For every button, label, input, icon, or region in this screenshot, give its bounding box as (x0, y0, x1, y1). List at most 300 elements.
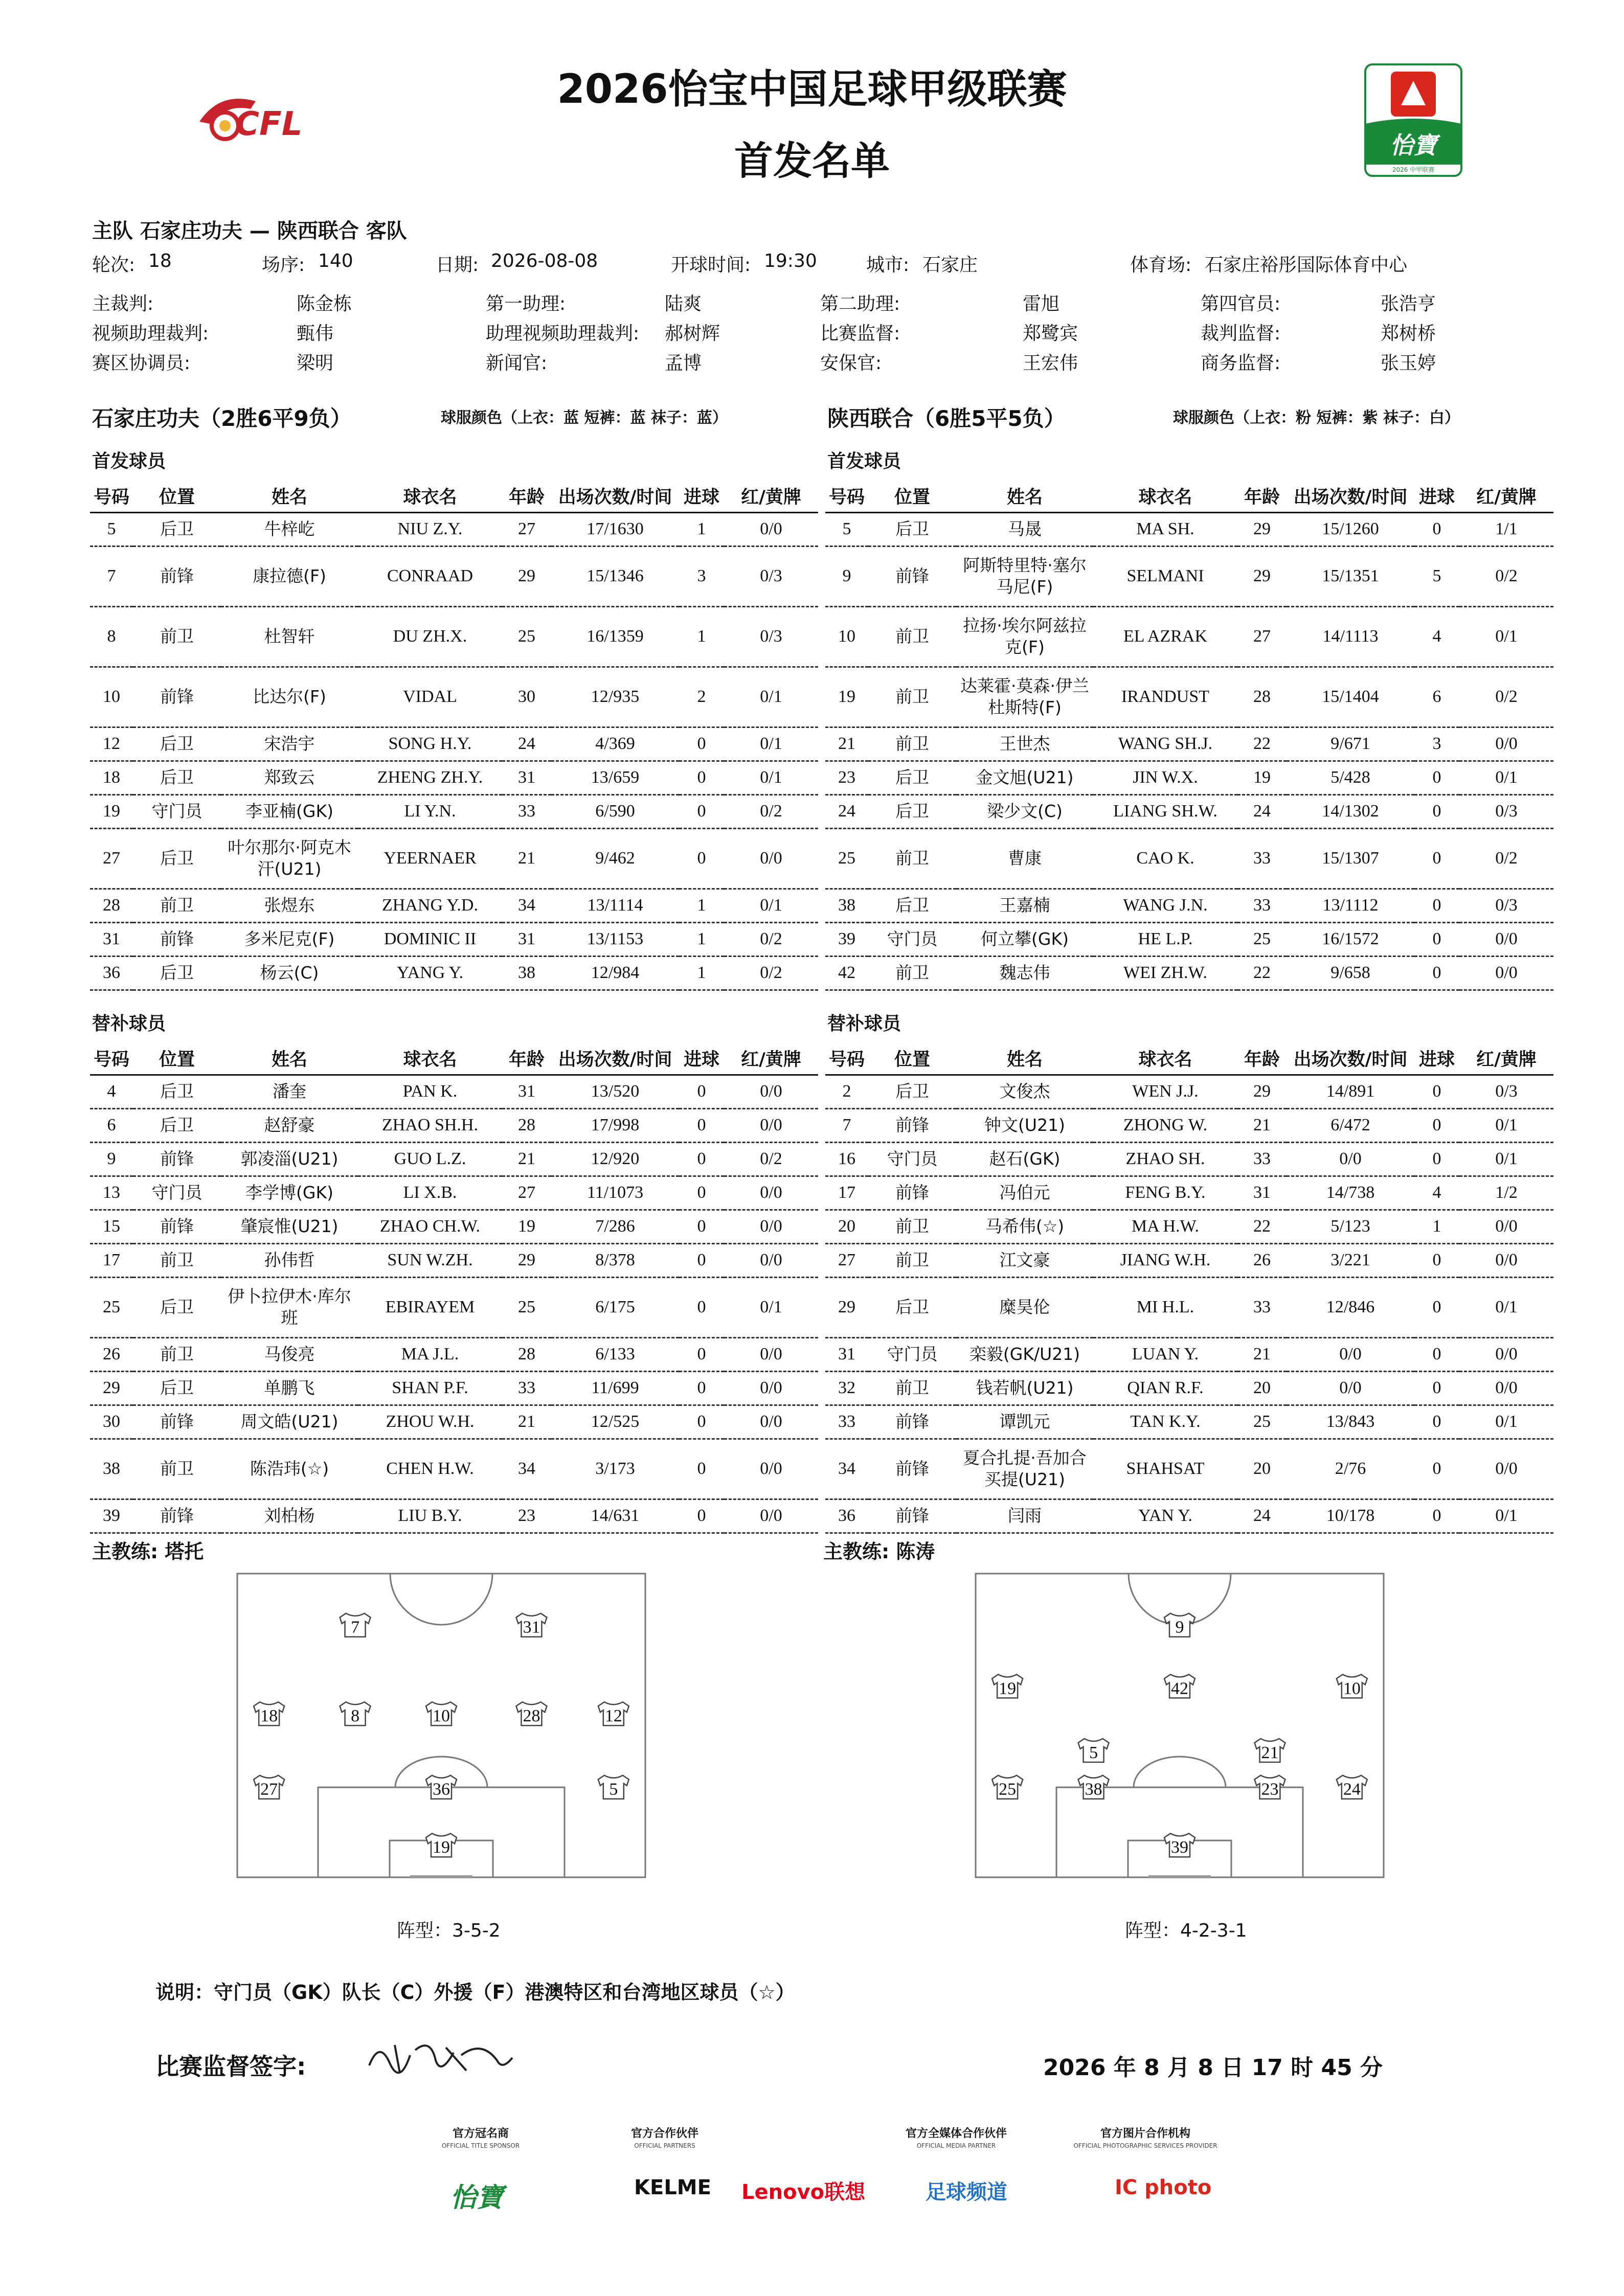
player-row (90, 1210, 818, 1243)
cell-name: 杨云(C) (221, 956, 358, 990)
away-team-title: 陕西联合（6胜5平5负） (827, 406, 1066, 431)
sponsor-category-sub: OFFICIAL MEDIA PARTNER (916, 2142, 996, 2149)
cell-shirt-name: WEI ZH.W. (1093, 956, 1237, 990)
cell-shirt-name: YEERNAER (358, 828, 502, 889)
cell-number: 7 (825, 1108, 868, 1142)
player-row (90, 727, 818, 761)
official-name: 郑树桥 (1381, 323, 1436, 344)
cell-cards: 0/0 (724, 1499, 818, 1533)
cell-shirt-name: ZHONG W. (1093, 1108, 1237, 1142)
cell-cards: 0/1 (724, 761, 818, 794)
player-number: 31 (523, 1618, 540, 1637)
cell-name: 何立攀(GK) (956, 922, 1093, 956)
cell-cards: 0/0 (724, 512, 818, 546)
city-value: 石家庄 (922, 255, 978, 276)
cell-name: 赵石(GK) (956, 1142, 1093, 1176)
cell-goals: 3 (679, 546, 724, 606)
cell-position: 后卫 (133, 1108, 221, 1142)
cell-cards: 0/2 (724, 794, 818, 828)
cell-goals: 0 (1414, 828, 1459, 889)
cell-shirt-name: NIU Z.Y. (358, 512, 502, 546)
column-header: 姓名 (221, 1043, 358, 1075)
cell-goals: 0 (1414, 1439, 1459, 1499)
cell-name: 杜智轩 (221, 606, 358, 667)
cell-apps: 14/631 (551, 1499, 679, 1533)
player-row (90, 546, 818, 606)
player-shirt-icon (426, 1776, 457, 1799)
cell-name: 比达尔(F) (221, 667, 358, 727)
cell-position: 后卫 (133, 727, 221, 761)
official-name: 郝树辉 (665, 323, 720, 344)
cell-apps: 4/369 (551, 727, 679, 761)
cell-number: 16 (825, 1142, 868, 1176)
player-shirt-icon (1337, 1776, 1367, 1799)
cell-goals: 0 (1414, 889, 1459, 922)
cell-number: 9 (90, 1142, 133, 1176)
cell-number: 28 (90, 889, 133, 922)
cell-position: 前卫 (868, 606, 956, 667)
player-row (825, 1142, 1553, 1176)
column-header: 年龄 (1237, 481, 1287, 512)
cell-name: 马晟 (956, 512, 1093, 546)
cell-shirt-name: LIANG SH.W. (1093, 794, 1237, 828)
cell-age: 20 (1237, 1371, 1287, 1405)
cell-age: 38 (502, 956, 551, 990)
cell-cards: 0/3 (724, 546, 818, 606)
column-header: 姓名 (956, 481, 1093, 512)
cell-age: 33 (1237, 889, 1287, 922)
cell-name: 张煜东 (221, 889, 358, 922)
cell-goals: 1 (679, 889, 724, 922)
cell-cards: 0/0 (724, 1405, 818, 1439)
cell-age: 24 (1237, 1499, 1287, 1533)
column-header: 位置 (133, 481, 221, 512)
cell-apps: 6/175 (551, 1277, 679, 1337)
cell-cards: 0/0 (724, 1210, 818, 1243)
player-row (90, 1499, 818, 1533)
official-role-label: 第一助理: (486, 293, 566, 314)
cell-apps: 15/1346 (551, 546, 679, 606)
cell-age: 22 (1237, 727, 1287, 761)
cell-goals: 3 (1414, 727, 1459, 761)
away-subs-label: 替补球员 (827, 1013, 901, 1034)
cell-apps: 14/738 (1287, 1176, 1414, 1210)
cell-number: 32 (825, 1371, 868, 1405)
cell-shirt-name: ZHENG ZH.Y. (358, 761, 502, 794)
column-header: 红/黄牌 (724, 481, 818, 512)
column-header: 位置 (868, 1043, 956, 1075)
cell-shirt-name: SONG H.Y. (358, 727, 502, 761)
player-shirt-icon (1078, 1776, 1109, 1799)
column-header: 位置 (133, 1043, 221, 1075)
player-number: 27 (260, 1780, 278, 1799)
player-row (825, 667, 1553, 727)
player-number: 10 (1343, 1679, 1361, 1698)
cell-cards: 0/0 (1459, 956, 1553, 990)
cell-age: 29 (1237, 1075, 1287, 1108)
cell-apps: 14/891 (1287, 1075, 1414, 1108)
cell-number: 27 (90, 828, 133, 889)
cell-name: 钟文(U21) (956, 1108, 1093, 1142)
cell-goals: 1 (679, 922, 724, 956)
player-row (90, 1439, 818, 1499)
cell-goals: 0 (679, 1075, 724, 1108)
sponsor-category-label: 官方图片合作机构 (1100, 2127, 1190, 2140)
cell-cards: 0/0 (1459, 1439, 1553, 1499)
cell-position: 前卫 (133, 1337, 221, 1371)
cell-number: 29 (90, 1371, 133, 1405)
player-row (90, 1337, 818, 1371)
cell-name: 刘柏杨 (221, 1499, 358, 1533)
cell-age: 31 (1237, 1176, 1287, 1210)
cell-name: 宋浩宇 (221, 727, 358, 761)
cell-goals: 5 (1414, 546, 1459, 606)
legend-note: 说明：守门员（GK）队长（C）外援（F）港澳特区和台湾地区球员（☆） (155, 1981, 795, 2004)
cell-age: 33 (502, 794, 551, 828)
cell-name: 李亚楠(GK) (221, 794, 358, 828)
cell-position: 前锋 (133, 922, 221, 956)
official-name: 陆爽 (665, 293, 702, 314)
player-row (90, 1075, 818, 1108)
home-formation-pitch (236, 1573, 646, 1878)
cell-apps: 9/462 (551, 828, 679, 889)
player-row (90, 1405, 818, 1439)
cell-cards: 0/0 (724, 1075, 818, 1108)
cell-position: 后卫 (868, 512, 956, 546)
cell-position: 守门员 (133, 794, 221, 828)
player-row (825, 512, 1553, 546)
cell-apps: 2/76 (1287, 1439, 1414, 1499)
player-row (825, 956, 1553, 990)
cell-name: 魏志伟 (956, 956, 1093, 990)
cell-cards: 0/3 (1459, 794, 1553, 828)
cell-position: 前锋 (868, 1176, 956, 1210)
player-number: 9 (1175, 1618, 1184, 1637)
cell-apps: 17/998 (551, 1108, 679, 1142)
player-row (90, 922, 818, 956)
cell-goals: 0 (679, 1108, 724, 1142)
cell-number: 23 (825, 761, 868, 794)
cell-goals: 4 (1414, 606, 1459, 667)
cell-apps: 15/1307 (1287, 828, 1414, 889)
cell-cards: 0/2 (1459, 828, 1553, 889)
round-label: 轮次: (92, 255, 136, 276)
cell-age: 31 (502, 1075, 551, 1108)
cell-goals: 0 (679, 1142, 724, 1176)
cell-name: 马希伟(☆) (956, 1210, 1093, 1243)
cell-name: 曹康 (956, 828, 1093, 889)
cell-position: 后卫 (868, 1277, 956, 1337)
player-row (825, 1499, 1553, 1533)
column-header: 号码 (825, 481, 868, 512)
cell-goals: 0 (1414, 1337, 1459, 1371)
player-row (90, 512, 818, 546)
cfl-logo-text: CFL (235, 105, 303, 143)
cell-age: 21 (502, 1405, 551, 1439)
cell-number: 5 (90, 512, 133, 546)
cell-position: 前锋 (133, 667, 221, 727)
cell-goals: 6 (1414, 667, 1459, 727)
signature-label: 比赛监督签字: (155, 2053, 306, 2080)
cell-cards: 0/0 (1459, 1371, 1553, 1405)
cell-shirt-name: HE L.P. (1093, 922, 1237, 956)
cell-shirt-name: LI Y.N. (358, 794, 502, 828)
cell-number: 31 (825, 1337, 868, 1371)
cell-cards: 0/0 (724, 1176, 818, 1210)
player-shirt-icon (516, 1613, 547, 1637)
cell-shirt-name: YANG Y. (358, 956, 502, 990)
supervisor-signature (364, 2035, 517, 2081)
player-shirt-icon (1254, 1776, 1285, 1799)
cell-name: 栾毅(GK/U21) (956, 1337, 1093, 1371)
cell-age: 19 (1237, 761, 1287, 794)
cell-goals: 0 (1414, 1499, 1459, 1533)
official-name: 雷旭 (1023, 293, 1060, 314)
cell-cards: 0/1 (1459, 1405, 1553, 1439)
cell-apps: 9/671 (1287, 727, 1414, 761)
player-shirt-icon (426, 1702, 457, 1725)
player-number: 42 (1171, 1679, 1188, 1698)
away-kit-colors: 球服颜色（上衣：粉 短裤：紫 袜子：白） (1173, 409, 1460, 427)
player-row (825, 761, 1553, 794)
cell-goals: 0 (1414, 1142, 1459, 1176)
home-subs-label: 替补球员 (92, 1013, 166, 1034)
column-header: 球衣名 (1093, 481, 1237, 512)
cell-age: 21 (1237, 1337, 1287, 1371)
cell-shirt-name: ZHAO SH.H. (358, 1108, 502, 1142)
cell-name: 梁少文(C) (956, 794, 1093, 828)
home-coach: 主教练: 塔托 (92, 1540, 204, 1563)
cell-name: 单鹏飞 (221, 1371, 358, 1405)
official-name: 郑鹭宾 (1023, 323, 1078, 344)
cell-shirt-name: WANG SH.J. (1093, 727, 1237, 761)
penalty-box (318, 1787, 565, 1877)
cell-shirt-name: ZHOU W.H. (358, 1405, 502, 1439)
cell-number: 10 (90, 667, 133, 727)
cell-position: 前卫 (133, 1439, 221, 1499)
signature-time: 2026 年 8 月 8 日 17 时 45 分 (1043, 2055, 1383, 2081)
cell-age: 28 (502, 1108, 551, 1142)
cell-shirt-name: SHAHSAT (1093, 1439, 1237, 1499)
cell-goals: 0 (1414, 1243, 1459, 1277)
official-role-label: 裁判监督: (1201, 323, 1281, 344)
cell-number: 6 (90, 1108, 133, 1142)
cell-name: 郭凌淄(U21) (221, 1142, 358, 1176)
cell-shirt-name: PAN K. (358, 1075, 502, 1108)
official-role-label: 安保官: (820, 353, 882, 374)
cell-number: 27 (825, 1243, 868, 1277)
cell-goals: 0 (1414, 922, 1459, 956)
player-row (90, 794, 818, 828)
cell-number: 15 (90, 1210, 133, 1243)
cell-position: 前锋 (868, 1405, 956, 1439)
cell-position: 前卫 (868, 667, 956, 727)
cell-goals: 2 (679, 667, 724, 727)
cell-apps: 13/843 (1287, 1405, 1414, 1439)
cell-shirt-name: ZHAO SH. (1093, 1142, 1237, 1176)
cell-apps: 3/173 (551, 1439, 679, 1499)
cell-age: 33 (1237, 1142, 1287, 1176)
cell-number: 13 (90, 1176, 133, 1210)
cell-apps: 10/178 (1287, 1499, 1414, 1533)
cell-name: 谭凯元 (956, 1405, 1093, 1439)
player-row (825, 794, 1553, 828)
round-value: 18 (148, 251, 172, 271)
cell-apps: 6/133 (551, 1337, 679, 1371)
cell-number: 10 (825, 606, 868, 667)
player-row (825, 1439, 1553, 1499)
cell-position: 后卫 (133, 956, 221, 990)
cell-shirt-name: LI X.B. (358, 1176, 502, 1210)
player-number: 39 (1171, 1838, 1188, 1857)
cell-goals: 0 (1414, 1405, 1459, 1439)
cell-number: 17 (90, 1243, 133, 1277)
cell-age: 23 (502, 1499, 551, 1533)
cell-age: 29 (502, 546, 551, 606)
cell-position: 后卫 (868, 1075, 956, 1108)
official-name: 陈金栋 (297, 293, 352, 314)
cell-shirt-name: MA J.L. (358, 1337, 502, 1371)
cell-apps: 12/984 (551, 956, 679, 990)
player-row (825, 1277, 1553, 1337)
player-number: 21 (1261, 1743, 1279, 1762)
cell-name: 牛梓屹 (221, 512, 358, 546)
cell-shirt-name: JIANG W.H. (1093, 1243, 1237, 1277)
cell-number: 20 (825, 1210, 868, 1243)
home-team-title: 石家庄功夫（2胜6平9负） (92, 406, 352, 431)
player-row (825, 546, 1553, 606)
cell-goals: 0 (679, 1277, 724, 1337)
cell-number: 38 (90, 1439, 133, 1499)
cell-name: 达莱霍·莫森·伊兰杜斯特(F) (956, 667, 1093, 727)
city-label: 城市: (866, 255, 910, 276)
cell-age: 33 (1237, 1277, 1287, 1337)
player-shirt-icon (1164, 1613, 1195, 1637)
cell-position: 后卫 (133, 1277, 221, 1337)
cell-name: 阿斯特里特·塞尔马尼(F) (956, 546, 1093, 606)
cell-number: 36 (90, 956, 133, 990)
player-row (825, 606, 1553, 667)
player-row (90, 1176, 818, 1210)
official-name: 张浩亨 (1381, 293, 1436, 314)
page-subtitle: 首发名单 (734, 138, 890, 184)
cell-number: 38 (825, 889, 868, 922)
cell-apps: 11/1073 (551, 1176, 679, 1210)
column-header: 红/黄牌 (1459, 1043, 1553, 1075)
cell-goals: 0 (679, 1499, 724, 1533)
cell-cards: 0/2 (724, 956, 818, 990)
column-header: 出场次数/时间 (551, 481, 679, 512)
cell-age: 31 (502, 922, 551, 956)
cell-shirt-name: MA H.W. (1093, 1210, 1237, 1243)
cell-shirt-name: MA SH. (1093, 512, 1237, 546)
cell-name: 金文旭(U21) (956, 761, 1093, 794)
cell-shirt-name: MI H.L. (1093, 1277, 1237, 1337)
cell-number: 30 (90, 1405, 133, 1439)
cell-number: 36 (825, 1499, 868, 1533)
cell-name: 夏合扎提·吾加合买提(U21) (956, 1439, 1093, 1499)
cell-goals: 0 (679, 1243, 724, 1277)
cell-age: 22 (1237, 956, 1287, 990)
cell-shirt-name: EL AZRAK (1093, 606, 1237, 667)
column-header: 红/黄牌 (1459, 481, 1553, 512)
official-role-label: 第四官员: (1201, 293, 1281, 314)
cell-cards: 0/0 (1459, 1243, 1553, 1277)
cell-position: 前锋 (133, 1499, 221, 1533)
cell-apps: 12/525 (551, 1405, 679, 1439)
cell-name: 冯伯元 (956, 1176, 1093, 1210)
cell-name: 文俊杰 (956, 1075, 1093, 1108)
sponsor-logo: IC photo (1115, 2176, 1212, 2199)
cell-cards: 0/0 (724, 1108, 818, 1142)
player-shirt-icon (992, 1674, 1023, 1698)
cell-number: 18 (90, 761, 133, 794)
cell-age: 33 (1237, 828, 1287, 889)
player-shirt-icon (254, 1702, 284, 1725)
cell-goals: 0 (1414, 1075, 1459, 1108)
penalty-box (1056, 1787, 1303, 1877)
cell-goals: 1 (1414, 1210, 1459, 1243)
cell-shirt-name: LIU B.Y. (358, 1499, 502, 1533)
cell-name: 郑致云 (221, 761, 358, 794)
cell-number: 34 (825, 1439, 868, 1499)
cell-cards: 0/3 (1459, 889, 1553, 922)
cell-number: 24 (825, 794, 868, 828)
official-name: 梁明 (297, 353, 334, 374)
cell-number: 8 (90, 606, 133, 667)
sponsor-logo: 足球频道 (926, 2180, 1007, 2204)
official-name: 王宏伟 (1023, 353, 1078, 374)
cell-goals: 0 (679, 1337, 724, 1371)
cell-shirt-name: SHAN P.F. (358, 1371, 502, 1405)
cell-age: 29 (502, 1243, 551, 1277)
player-row (90, 1277, 818, 1337)
cell-name: 康拉德(F) (221, 546, 358, 606)
player-row (90, 1243, 818, 1277)
cell-goals: 0 (679, 828, 724, 889)
cell-name: 王世杰 (956, 727, 1093, 761)
date-label: 日期: (436, 255, 479, 276)
cell-position: 后卫 (133, 512, 221, 546)
cell-position: 守门员 (868, 1142, 956, 1176)
column-header: 年龄 (1237, 1043, 1287, 1075)
cell-goals: 0 (1414, 512, 1459, 546)
sponsor-category-sub: OFFICIAL PHOTOGRAPHIC SERVICES PROVIDER (1073, 2142, 1217, 2149)
cell-position: 守门员 (868, 922, 956, 956)
official-role-label: 比赛监督: (820, 323, 900, 344)
cell-cards: 0/0 (1459, 727, 1553, 761)
player-row (90, 828, 818, 889)
cell-age: 21 (502, 828, 551, 889)
cell-shirt-name: QIAN R.F. (1093, 1371, 1237, 1405)
cell-number: 19 (90, 794, 133, 828)
cell-apps: 0/0 (1287, 1142, 1414, 1176)
away-starting-table (825, 481, 1553, 991)
cell-position: 前锋 (133, 1210, 221, 1243)
cell-number: 5 (825, 512, 868, 546)
cell-apps: 7/286 (551, 1210, 679, 1243)
column-header: 出场次数/时间 (1287, 481, 1414, 512)
player-row (90, 1142, 818, 1176)
cell-number: 25 (825, 828, 868, 889)
cell-shirt-name: FENG B.Y. (1093, 1176, 1237, 1210)
official-name: 孟博 (665, 353, 702, 374)
player-shirt-icon (1337, 1674, 1367, 1698)
cell-position: 守门员 (133, 1176, 221, 1210)
away-formation-pitch (975, 1573, 1385, 1878)
away-formation-label: 阵型：4-2-3-1 (1125, 1920, 1247, 1941)
cell-position: 后卫 (868, 889, 956, 922)
